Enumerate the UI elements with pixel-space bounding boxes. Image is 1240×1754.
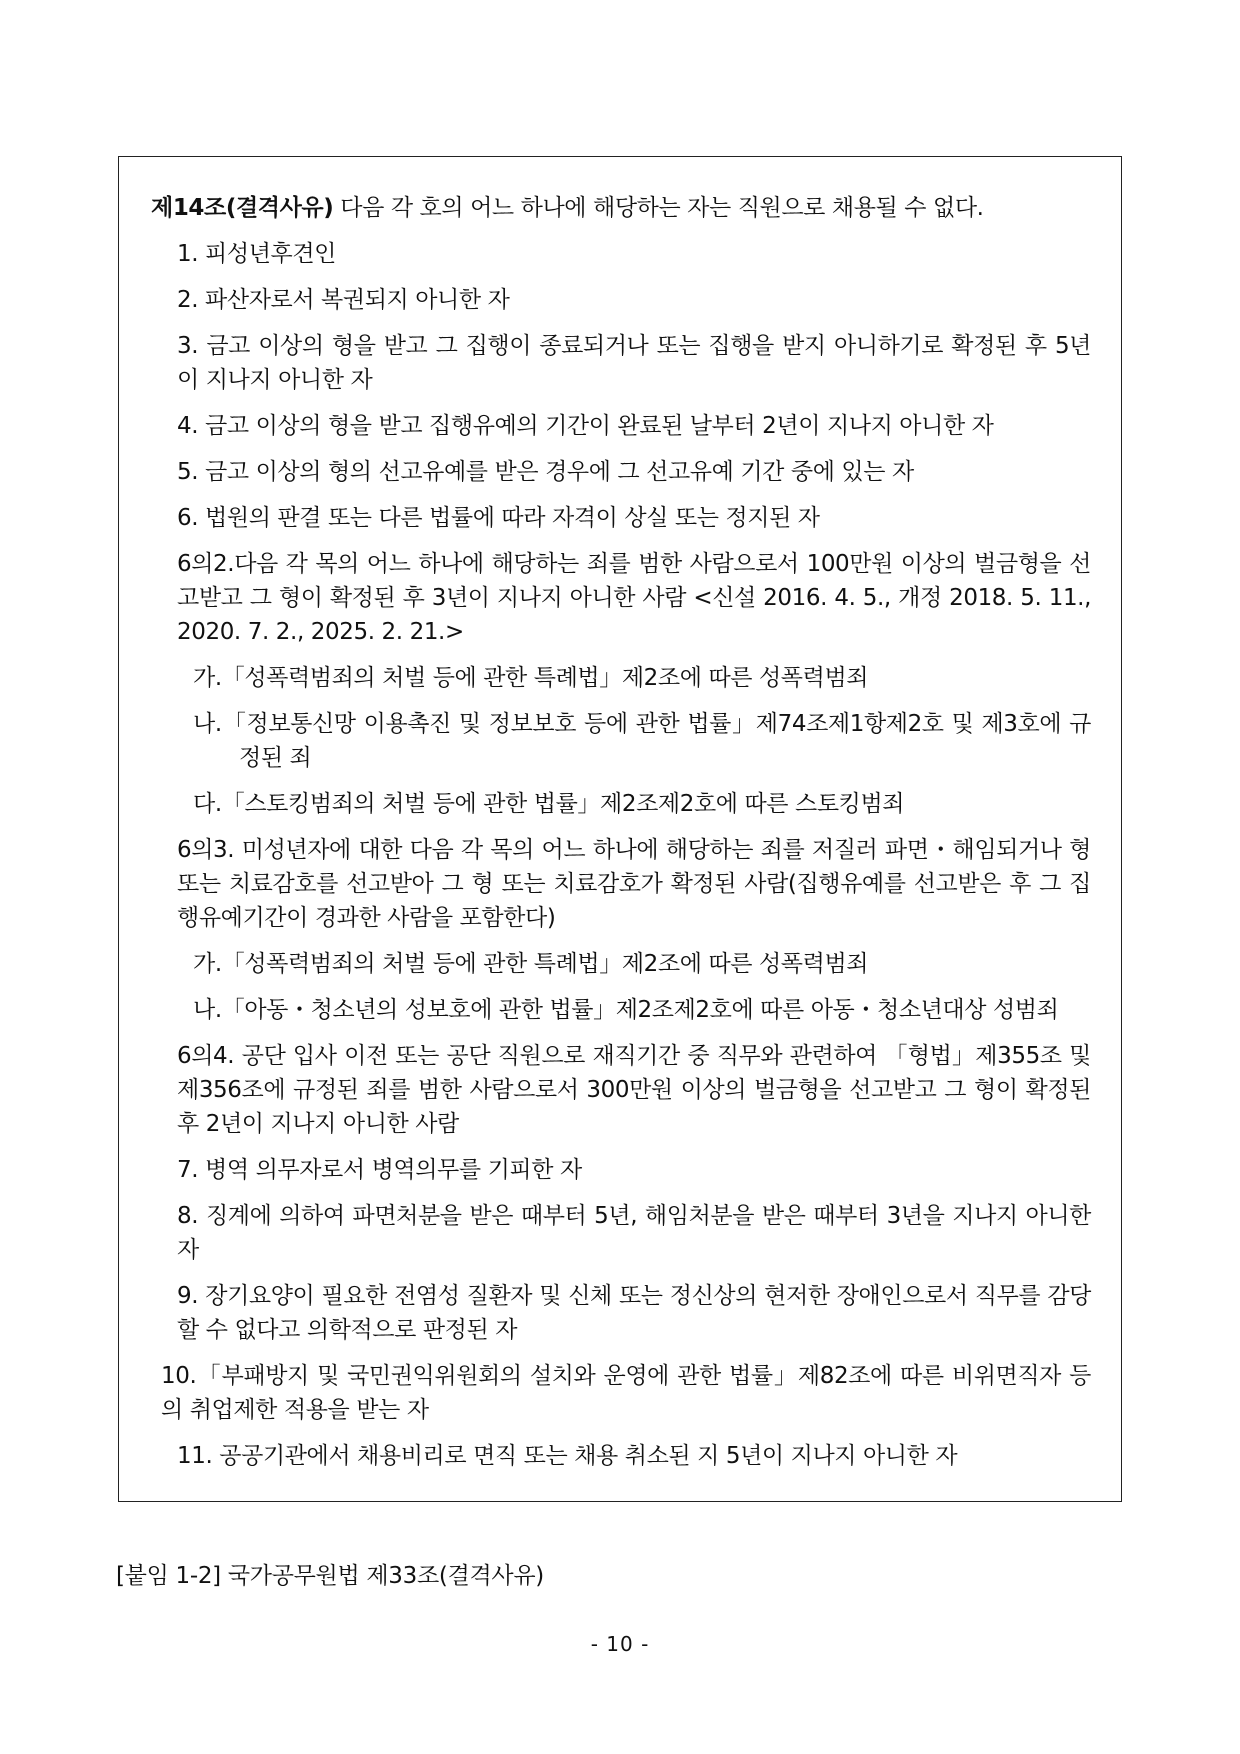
article-intro: 다음 각 호의 어느 하나에 해당하는 자는 직원으로 채용될 수 없다. <box>340 195 984 221</box>
page-number: - 10 - <box>590 1632 650 1656</box>
list-item: 6의2.다음 각 목의 어느 하나에 해당하는 죄를 범한 사람으로서 100만원 이상의 벌금형을 선고받고 그 형이 확정된 후 3년이 지나지 아니한 사람 <신설 2016. 4. 5., 개정 2018. 5. 11., 2020. 7. 2., 2025. 2. 21.> <box>177 551 1091 645</box>
sub-item-6-2-da: 다.「스토킹범죄의 처벌 등에 관한 법률」제2조제2호에 따른 스토킹범죄 <box>193 791 905 817</box>
list-item: 11. 공공기관에서 채용비리로 면직 또는 채용 취소된 지 5년이 지나지 아니한 자 <box>177 1443 958 1469</box>
list-item: 5. 금고 이상의 형의 선고유예를 받은 경우에 그 선고유예 기간 중에 있는 자 <box>177 459 914 485</box>
list-item-text: 3. 금고 이상의 형을 받고 그 집행이 종료되거나 또는 집행을 받지 아니하기로 확정된 후 5년이 지나지 아니한 자 <box>177 333 1091 393</box>
list-item: 6. 법원의 판결 또는 다른 법률에 따라 자격이 상실 또는 정지된 자 <box>177 505 820 531</box>
list-item: 8. 징계에 의하여 파면처분을 받은 때부터 5년, 해임처분을 받은 때부터 3년을 지나지 아니한 자 <box>177 1203 1091 1263</box>
list-item: 7. 병역 의무자로서 병역의무를 기피한 자 <box>177 1157 582 1183</box>
list-item: 4. 금고 이상의 형을 받고 집행유예의 기간이 완료된 날부터 2년이 지나지 아니한 자 <box>177 413 994 439</box>
attachment-title: [붙임 1-2] 국가공무원법 제33조(결격사유) <box>116 1563 544 1589</box>
sub-item-6-3-ga: 가.「성폭력범죄의 처벌 등에 관한 특례법」제2조에 따른 성폭력범죄 <box>193 951 869 977</box>
article-heading: 제14조(결격사유) <box>151 195 334 221</box>
sub-item-6-2-ga: 가.「성폭력범죄의 처벌 등에 관한 특례법」제2조에 따른 성폭력범죄 <box>193 665 869 691</box>
list-item <box>151 329 1091 397</box>
list-item: 10.「부패방지 및 국민권익위원회의 설치와 운영에 관한 법률」제82조에 따른 비위면직자 등의 취업제한 적용을 받는 자 <box>161 1363 1091 1423</box>
article-heading-line <box>151 191 1091 225</box>
sub-item-text: 나.「정보통신망 이용촉진 및 정보보호 등에 관한 법률」제74조제1항제2호 및 제3호에 규정된 죄 <box>193 711 1091 771</box>
sub-item-6-2-na <box>151 707 1091 775</box>
article-14-box <box>118 156 1122 1502</box>
list-item: 9. 장기요양이 필요한 전염성 질환자 및 신체 또는 정신상의 현저한 장애인으로서 직무를 감당할 수 없다고 의학적으로 판정된 자 <box>177 1283 1091 1343</box>
sub-item-6-3-na: 나.「아동・청소년의 성보호에 관한 법률」제2조제2호에 따른 아동・청소년대상 성범죄 <box>193 997 1059 1023</box>
list-item: 6의3. 미성년자에 대한 다음 각 목의 어느 하나에 해당하는 죄를 저질러 파면・해임되거나 형 또는 치료감호를 선고받아 그 형 또는 치료감호가 확정된 사람(집행유예를 선고받은 후 그 집행유예기간이 경과한 사람을 포함한다) <box>177 837 1091 931</box>
list-item: 6의4. 공단 입사 이전 또는 공단 직원으로 재직기간 중 직무와 관련하여 「형법」제355조 및 제356조에 규정된 죄를 범한 사람으로서 300만원 이상의 벌금형을 선고받고 그 형이 확정된 후 2년이 지나지 아니한 사람 <box>177 1043 1091 1137</box>
list-item: 2. 파산자로서 복권되지 아니한 자 <box>177 287 510 313</box>
list-item: 1. 피성년후견인 <box>177 241 336 267</box>
